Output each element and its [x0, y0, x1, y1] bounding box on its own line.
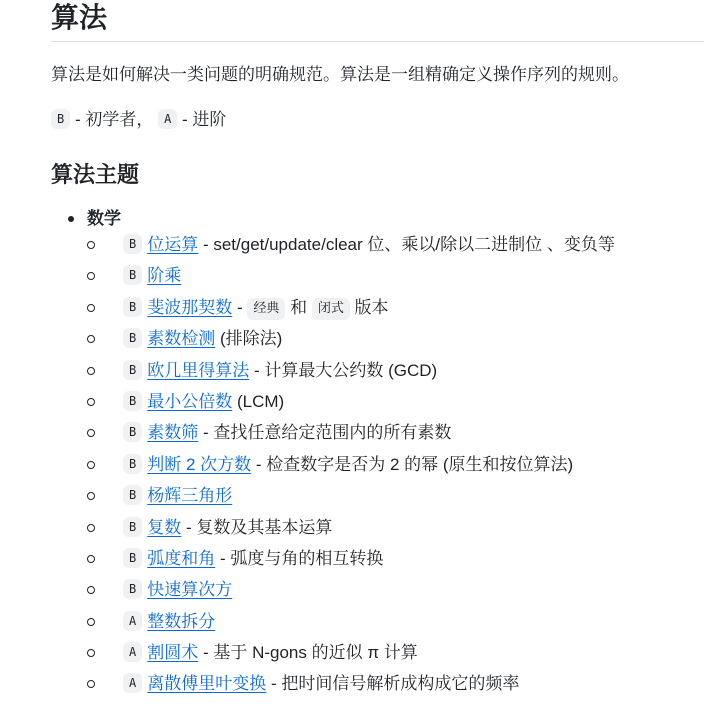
- difficulty-badge: B: [123, 234, 142, 254]
- algorithm-link[interactable]: 判断 2 次方数: [147, 454, 252, 474]
- topic-list: [67, 206, 615, 694]
- inline-code: 经典: [247, 298, 285, 320]
- advanced-badge: A: [158, 109, 177, 129]
- circle-bullet-icon: [87, 272, 95, 280]
- circle-bullet-icon: [87, 618, 95, 626]
- difficulty-badge: B: [123, 454, 142, 474]
- circle-bullet-icon: [87, 680, 95, 688]
- bullet-icon: [68, 216, 74, 222]
- difficulty-badge: B: [123, 265, 142, 285]
- algorithm-description: -: [232, 297, 248, 317]
- algorithm-description: - 查找任意给定范围内的所有素数: [198, 423, 452, 443]
- algorithm-link[interactable]: 割圆术: [147, 643, 199, 663]
- circle-bullet-icon: [87, 335, 95, 343]
- algorithm-item: [87, 483, 615, 514]
- beginner-label: - 初学者，: [70, 110, 154, 129]
- circle-bullet-icon: [87, 586, 95, 594]
- circle-bullet-icon: [87, 304, 95, 312]
- algorithm-link[interactable]: 斐波那契数: [147, 297, 233, 317]
- circle-bullet-icon: [87, 555, 95, 563]
- difficulty-legend: [51, 107, 226, 133]
- algorithm-link[interactable]: 弧度和角: [147, 548, 216, 568]
- algorithm-description: - 弧度与角的相互转换: [215, 548, 384, 568]
- difficulty-badge: B: [123, 485, 142, 505]
- circle-bullet-icon: [87, 524, 95, 532]
- algorithm-description: - 基于 N-gons 的近似 π 计算: [198, 643, 418, 663]
- algorithm-item: [87, 232, 615, 263]
- algorithm-item: [87, 640, 615, 671]
- algorithm-list: [87, 232, 615, 703]
- algorithm-item: [87, 358, 615, 389]
- topic-math: [67, 206, 615, 694]
- algorithm-item: [87, 263, 615, 294]
- algorithm-link[interactable]: 复数: [147, 517, 182, 537]
- difficulty-badge: B: [123, 360, 142, 380]
- circle-bullet-icon: [87, 429, 95, 437]
- algorithm-link[interactable]: 整数拆分: [147, 611, 216, 631]
- algorithm-description: - 计算最大公约数 (GCD): [249, 360, 438, 380]
- algorithm-item: [87, 515, 615, 546]
- algorithm-item: [87, 389, 615, 420]
- algorithm-description: - 检查数字是否为 2 的幂 (原生和按位算法): [251, 454, 574, 474]
- algorithm-link[interactable]: 欧几里得算法: [147, 360, 250, 380]
- difficulty-badge: B: [123, 391, 142, 411]
- algorithm-item: [87, 577, 615, 608]
- readme-content: [51, 0, 704, 694]
- topic-label: 数学: [87, 209, 121, 228]
- intro-paragraph: 算法是如何解决一类问题的明确规范。算法是一组精确定义操作序列的规则。: [51, 65, 629, 84]
- circle-bullet-icon: [87, 649, 95, 657]
- difficulty-badge: A: [123, 673, 142, 693]
- difficulty-badge: B: [123, 579, 142, 599]
- algorithm-item: [87, 295, 615, 326]
- trailing-text: 版本: [349, 297, 389, 317]
- algorithm-description: - 复数及其基本运算: [181, 517, 333, 537]
- difficulty-badge: A: [123, 642, 142, 662]
- algorithm-link[interactable]: 素数检测: [147, 329, 216, 349]
- algorithm-description: - 把时间信号解析成构成它的频率: [266, 674, 520, 694]
- advanced-label: - 进阶: [177, 110, 227, 129]
- difficulty-badge: B: [123, 548, 142, 568]
- connector-text: 和: [285, 297, 312, 317]
- algorithm-description: (LCM): [232, 391, 285, 411]
- difficulty-badge: B: [123, 328, 142, 348]
- algorithm-item: [87, 546, 615, 577]
- algorithm-item: [87, 671, 615, 702]
- algorithm-item: [87, 452, 615, 483]
- algorithm-link[interactable]: 杨辉三角形: [147, 486, 233, 506]
- algorithm-description: (排除法): [215, 329, 283, 349]
- circle-bullet-icon: [87, 241, 95, 249]
- inline-code: 闭式: [312, 298, 350, 320]
- algorithm-item: [87, 609, 615, 640]
- page-title: 算法: [51, 0, 704, 42]
- algorithm-link[interactable]: 离散傅里叶变换: [147, 674, 267, 694]
- section-title: 算法主题: [51, 162, 140, 187]
- algorithm-link[interactable]: 位运算: [147, 235, 199, 254]
- algorithm-description: - set/get/update/clear 位、乘以/除以二进制位 、变负等: [198, 235, 615, 254]
- algorithm-link[interactable]: 最小公倍数: [147, 391, 233, 411]
- circle-bullet-icon: [87, 398, 95, 406]
- circle-bullet-icon: [87, 492, 95, 500]
- difficulty-badge: A: [123, 611, 142, 631]
- circle-bullet-icon: [87, 461, 95, 469]
- beginner-badge: B: [51, 109, 70, 129]
- algorithm-link[interactable]: 阶乘: [147, 266, 182, 286]
- difficulty-badge: B: [123, 422, 142, 442]
- circle-bullet-icon: [87, 367, 95, 375]
- difficulty-badge: B: [123, 297, 142, 317]
- algorithm-link[interactable]: 快速算次方: [147, 580, 233, 600]
- algorithm-link[interactable]: 素数筛: [147, 423, 199, 443]
- difficulty-badge: B: [123, 517, 142, 537]
- algorithm-item: [87, 326, 615, 357]
- algorithm-item: [87, 420, 615, 451]
